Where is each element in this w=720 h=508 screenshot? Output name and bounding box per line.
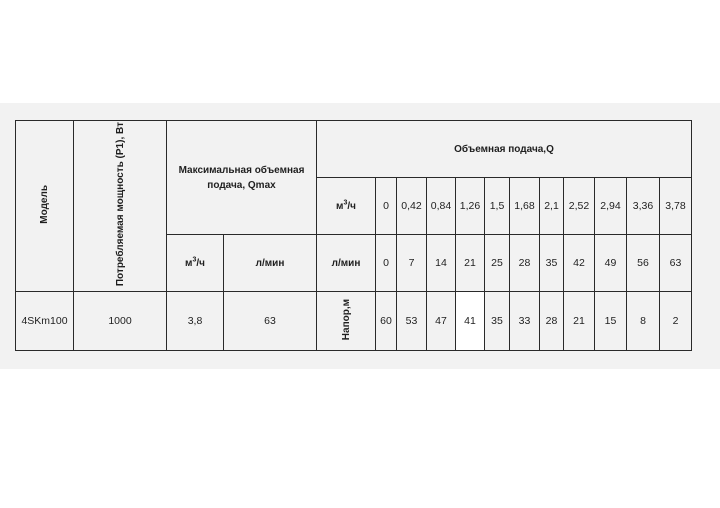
label-head-text: Напор,м: [340, 298, 352, 341]
flow-m3h-cell: 2,52: [564, 178, 595, 235]
cell-qmax-m3h: 3,8: [167, 292, 224, 351]
header-qmax: [167, 121, 317, 235]
flow-m3h-cell: 1,68: [510, 178, 540, 235]
header-power-label: Потребляемая мощность (P1), Вт: [114, 122, 126, 287]
head-value-cell: 35: [485, 292, 510, 351]
head-value-cell: 15: [595, 292, 627, 351]
flow-m3h-cell: 0: [376, 178, 397, 235]
header-model: [16, 121, 74, 292]
head-value-cell: 21: [564, 292, 595, 351]
flow-lmin-cell: 0: [376, 235, 397, 292]
flow-m3h-cell: 0,84: [427, 178, 456, 235]
header-flow: Объемная подача,Q: [317, 121, 692, 178]
flow-m3h-cell: 1,5: [485, 178, 510, 235]
flow-lmin-cell: 25: [485, 235, 510, 292]
label-qmax-lmin: л/мин: [224, 235, 317, 292]
head-value-cell: 28: [540, 292, 564, 351]
label-flow-lmin: л/мин: [317, 235, 376, 292]
cell-qmax-lmin: 63: [224, 292, 317, 351]
flow-lmin-cell: 21: [456, 235, 485, 292]
cell-power: 1000: [74, 292, 167, 351]
head-value-cell: 33: [510, 292, 540, 351]
flow-lmin-cell: 63: [660, 235, 692, 292]
flow-lmin-cell: 42: [564, 235, 595, 292]
header-qmax-line1: Максимальная объемная: [178, 164, 305, 176]
flow-lmin-cell: 49: [595, 235, 627, 292]
flow-m3h-cell: 2,1: [540, 178, 564, 235]
head-value-cell: 47: [427, 292, 456, 351]
pump-spec-table: [15, 120, 692, 351]
header-qmax-line2: подача, Qmax: [207, 179, 276, 191]
label-flow-m3h: $м^3/ч$: [317, 178, 376, 235]
label-qmax-m3h: $м^3/ч$: [167, 235, 224, 292]
flow-lmin-cell: 28: [510, 235, 540, 292]
flow-m3h-cell: 2,94: [595, 178, 627, 235]
flow-lmin-cell: 35: [540, 235, 564, 292]
flow-m3h-cell: 1,26: [456, 178, 485, 235]
header-model-label: Модель: [39, 185, 50, 224]
head-value-cell: 60: [376, 292, 397, 351]
cell-model: 4SKm100: [16, 292, 74, 351]
flow-lmin-cell: 56: [627, 235, 660, 292]
flow-m3h-cell: 0,42: [397, 178, 427, 235]
head-value-cell: 53: [397, 292, 427, 351]
flow-lmin-cell: 7: [397, 235, 427, 292]
head-value-cell: 41: [456, 292, 485, 351]
flow-m3h-cell: 3,36: [627, 178, 660, 235]
label-head: [317, 292, 376, 351]
flow-lmin-cell: 14: [427, 235, 456, 292]
head-value-cell: 8: [627, 292, 660, 351]
flow-m3h-cell: 3,78: [660, 178, 692, 235]
head-value-cell: 2: [660, 292, 692, 351]
header-power: [74, 121, 167, 292]
